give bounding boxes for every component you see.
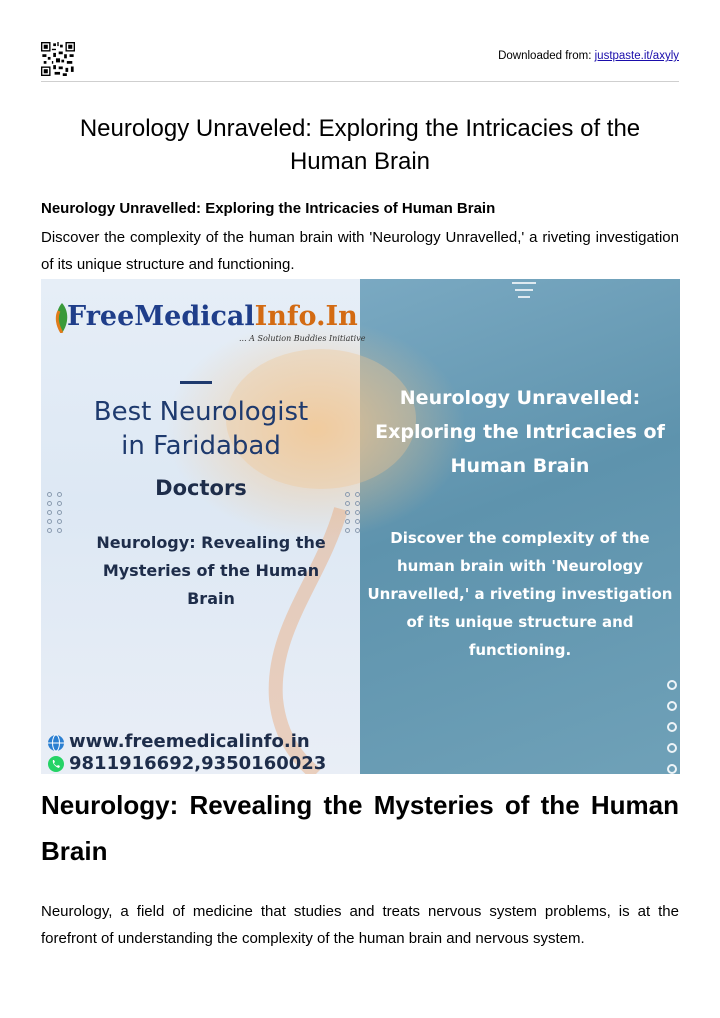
banner-doctors-label: Doctors — [155, 476, 247, 500]
banner-left-subtitle: Neurology: Revealing the Mysteries of the Human Brain — [96, 533, 326, 608]
logo-part-info: Info.In — [254, 301, 358, 332]
banner-website: www.freemedicalinfo.in — [69, 731, 310, 752]
article-subheading: Neurology Unravelled: Exploring the Intricacies of Human Brain — [41, 200, 496, 217]
intro-paragraph: Discover the complexity of the human brain with 'Neurology Unravelled,' a riveting investigation of its unique structure and functioning. — [41, 229, 679, 273]
download-source — [498, 50, 679, 62]
banner-phone: 9811916692,9350160023 — [69, 753, 327, 774]
qr-code-icon — [41, 42, 75, 76]
banner-heading-line1: Best Neurologist — [93, 397, 309, 427]
logo-tagline: ... A Solution Buddies Initiative — [239, 334, 366, 343]
divider-bar — [180, 381, 212, 384]
dot-pattern-left — [47, 492, 63, 533]
section-heading: Neurology: Revealing the Mysteries of the Human Brain — [41, 790, 679, 866]
leaf-logo-icon — [53, 303, 71, 333]
source-link[interactable]: justpaste.it/axyly — [594, 50, 679, 62]
globe-icon — [47, 734, 65, 752]
banner-right-body: Discover the complexity of the human brain with 'Neurology Unravelled,' a riveting investigation of its unique structure and functioning. — [367, 529, 673, 659]
header-divider — [41, 81, 679, 82]
section-paragraph: Neurology, a field of medicine that studies and treats nervous system problems, is at the forefront of understanding the complexity of the human brain and nervous system. — [41, 903, 679, 947]
download-prefix: Downloaded from: — [498, 50, 595, 62]
freemedicalinfo-logo — [67, 301, 358, 332]
dot-pattern-center — [345, 492, 361, 533]
decor-lines — [512, 282, 536, 303]
banner-heading-line2: in Faridabad — [121, 431, 281, 461]
banner-right-title: Neurology Unravelled: Exploring the Intricacies of Human Brain — [375, 387, 665, 477]
whatsapp-icon — [47, 755, 65, 773]
ring-pattern-right — [667, 680, 677, 774]
article-banner-image — [41, 279, 680, 774]
page-title: Neurology Unraveled: Exploring the Intricacies of the Human Brain — [79, 115, 641, 175]
logo-part-freemedical: FreeMedical — [67, 301, 255, 332]
